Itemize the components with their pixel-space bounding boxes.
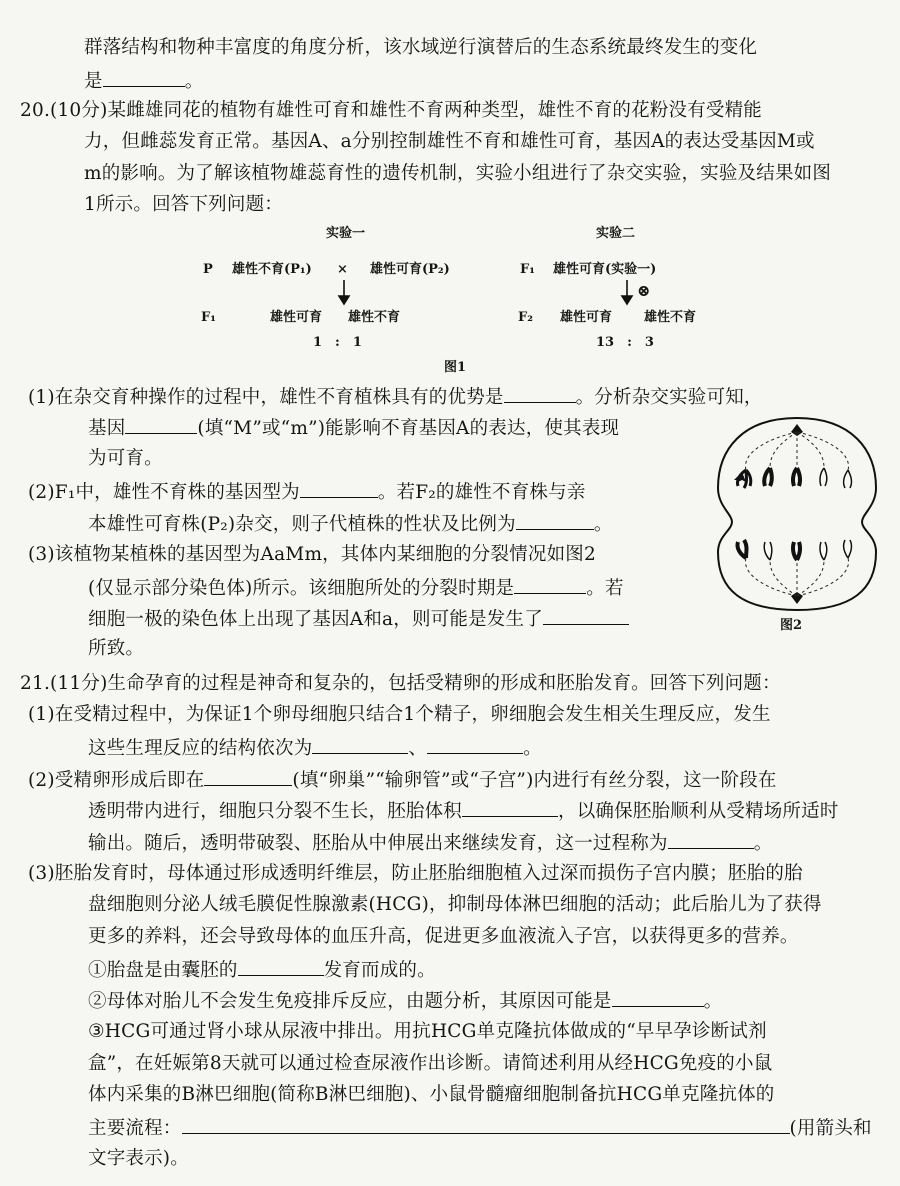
- text-line: 群落结构和物种丰富度的角度分析，该水域逆行演替后的生态系统最终发生的变化: [84, 37, 758, 58]
- text-line: m的影响。为了解该植物雄蕊育性的遗传机制，实验小组进行了杂交实验，实验及结果如图: [84, 163, 832, 184]
- q20-part3: (3)该植物某植株的基因型为AaMm，其体内某细胞的分裂情况如图2: [28, 544, 596, 565]
- generation-f2: F₂: [518, 310, 533, 325]
- parent-2: 雄性可育(P₂): [370, 262, 450, 277]
- q21-part1: (1)在受精过程中，为保证1个卵母细胞只结合1个精子，卵细胞会发生相关生理反应，发生: [28, 704, 771, 725]
- answer-blank[interactable]: [312, 735, 408, 754]
- text-line: ③HCG可通过肾小球从尿液中排出。用抗HCG单克隆抗体做成的“早早孕诊断试剂: [88, 1021, 767, 1042]
- answer-blank[interactable]: [182, 1115, 790, 1134]
- f2-sterile: 雄性不育: [644, 310, 697, 325]
- arrow-head: [622, 296, 632, 304]
- figure-2-caption: 图2: [780, 618, 803, 633]
- chromosomes-lower: [737, 540, 851, 560]
- answer-blank[interactable]: [427, 735, 523, 754]
- text-line: 更多的养料，还会导致母体的血压升高，促进更多血液流入子宫，以获得更多的营养。: [88, 926, 799, 947]
- text-line: 文字表示)。: [88, 1148, 189, 1169]
- cross-symbol: ×: [337, 262, 348, 277]
- answer-blank[interactable]: [668, 830, 754, 849]
- text-line: 主要流程： (用箭头和: [88, 1115, 872, 1141]
- generation-p: P: [203, 262, 213, 277]
- answer-blank[interactable]: [204, 767, 292, 786]
- f2-fertile: 雄性可育: [560, 310, 613, 325]
- text-line: 所致。: [88, 638, 145, 659]
- answer-blank[interactable]: [612, 988, 704, 1007]
- figure-1-arrows: [0, 0, 900, 360]
- text-line: 为可育。: [88, 448, 163, 469]
- text-line: 力，但雌蕊发育正常。基因A、a分别控制雄性不育和雄性可育，基因A的表达受基因M或: [84, 131, 815, 152]
- question-20-stem: 20.(10分)某雌雄同花的植物有雄性可育和雄性不育两种类型，雄性不育的花粉没有受精能: [20, 100, 762, 121]
- exp2-f1-label: F₁: [520, 262, 535, 277]
- parent-1: 雄性不育(P₁): [232, 262, 312, 277]
- text-line: 基因 (填“M”或“m”)能影响不育基因A的表达，使其表现: [88, 415, 619, 441]
- answer-blank[interactable]: [300, 479, 378, 498]
- text-line: ②母体对胎儿不会发生免疫排斥反应，由题分析，其原因可能是 。: [88, 988, 722, 1014]
- text-line: 体内采集的B淋巴细胞(简称B淋巴细胞)、小鼠骨髓瘤细胞制备抗HCG单克隆抗体的: [88, 1084, 775, 1105]
- text-line: 透明带内进行，细胞只分裂不生长，胚胎体积 ，以确保胚胎顺利从受精场所适时: [88, 798, 839, 824]
- generation-f1: F₁: [201, 310, 216, 325]
- text-line: 本雄性可育株(P₂)杂交，则子代植株的性状及比例为 。: [88, 511, 613, 537]
- experiment-2-title: 实验二: [596, 226, 636, 241]
- experiment-1-title: 实验一: [326, 226, 366, 241]
- text-line: 这些生理反应的结构依次为 、 。: [88, 735, 542, 761]
- f1-sterile: 雄性不育: [348, 310, 401, 325]
- text-line: 盘细胞则分泌人绒毛膜促性腺激素(HCG)，抑制母体淋巴细胞的活动；此后胎儿为了获得: [88, 894, 822, 915]
- text-line: 盒”，在妊娠第8天就可以通过检查尿液作出诊断。请简述利用从经HCG免疫的小鼠: [88, 1053, 773, 1074]
- text-line: ①胎盘是由囊胚的 发育而成的。: [88, 957, 436, 983]
- ratio-exp1: 1 : 1: [313, 335, 362, 350]
- exp2-parent: 雄性可育(实验一): [553, 262, 657, 277]
- answer-blank[interactable]: [125, 415, 197, 434]
- answer-blank[interactable]: [462, 798, 558, 817]
- text-line: 细胞一极的染色体上出现了基因A和a，则可能是发生了: [88, 606, 629, 632]
- figure-2-cell-diagram: [712, 410, 882, 620]
- q21-part3: (3)胚胎发育时，母体通过形成透明纤维层，防止胚胎细胞植入过深而损伤子宫内膜；胚胎的胎: [28, 863, 803, 884]
- self-cross-symbol: ⊗: [637, 281, 651, 300]
- answer-blank[interactable]: [504, 384, 576, 403]
- q21-part2: (2)受精卵形成后即在 (填“卵巢”“输卵管”或“子宫”)内进行有丝分裂，这一阶段在: [28, 767, 777, 793]
- q20-part1: (1)在杂交育种操作的过程中，雄性不育植株具有的优势是 。分析杂交实验可知，: [28, 384, 763, 410]
- answer-blank[interactable]: [516, 511, 594, 530]
- question-21-stem: 21.(11分)生命孕育的过程是神奇和复杂的，包括受精卵的形成和胚胎发育。回答下列问题：: [20, 673, 781, 694]
- text-line: (仅显示部分染色体)所示。该细胞所处的分裂时期是 。若: [88, 575, 624, 601]
- q20-part2: (2)F₁中，雄性不育株的基因型为 。若F₂的雄性不育株与亲: [28, 479, 586, 505]
- chromosomes-upper: [734, 468, 851, 488]
- text-line: 输出。随后，透明带破裂、胚胎从中伸展出来继续发育，这一过程称为 。: [88, 830, 772, 856]
- spindle-fibers: [745, 432, 848, 596]
- figure-1-caption: 图1: [444, 360, 467, 375]
- answer-blank[interactable]: [514, 575, 586, 594]
- answer-blank[interactable]: [238, 957, 324, 976]
- ratio-exp2: 13 : 3: [596, 335, 654, 350]
- answer-blank[interactable]: [543, 606, 629, 625]
- f1-fertile: 雄性可育: [270, 310, 323, 325]
- text-line: 是 。: [84, 68, 203, 94]
- text-line: 1所示。回答下列问题：: [84, 194, 283, 215]
- arrow-head: [339, 296, 349, 304]
